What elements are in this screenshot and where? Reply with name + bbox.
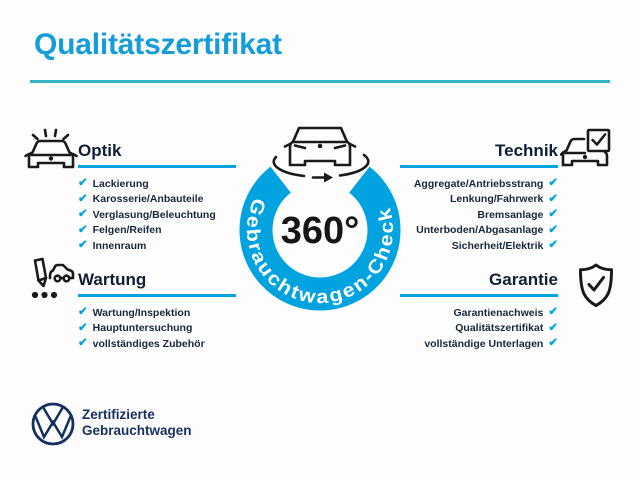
car-360-rotate-icon	[274, 128, 369, 183]
check-icon: ✔	[78, 321, 88, 334]
title-divider	[30, 80, 610, 83]
check-item-label: Qualitätszertifikat	[455, 322, 544, 335]
check-item	[400, 321, 558, 337]
shield-check-icon	[574, 260, 618, 314]
check-item	[78, 336, 236, 352]
check-icon: ✔	[548, 337, 558, 349]
check-icon: ✔	[548, 306, 558, 318]
check-item-label: Garantienachweis	[453, 306, 544, 319]
check-icon: ✔	[548, 208, 558, 220]
check-item-label: Lackierung	[92, 177, 149, 190]
check-icon: ✔	[78, 208, 88, 220]
check-item	[78, 321, 236, 337]
check-item-label: Karosserie/Anbauteile	[92, 193, 204, 206]
car-checkbox-icon	[560, 125, 614, 179]
check-icon: ✔	[78, 239, 88, 251]
check-icon: ✔	[78, 223, 88, 236]
check-item-label: Hauptuntersuchung	[92, 322, 193, 335]
check-item	[400, 336, 558, 352]
section-title-wartung: Wartung	[78, 270, 147, 289]
pen-car-icon	[22, 256, 76, 310]
check-item-label: Felgen/Reifen	[92, 224, 162, 237]
section-title-optik: Optik	[78, 141, 122, 160]
vw-logo	[30, 401, 76, 447]
check-icon: ✔	[548, 321, 558, 334]
check-item-label: Sicherheit/Elektrik	[451, 239, 544, 252]
check-item-label: Verglasung/Beleuchtung	[92, 208, 216, 221]
footer-line2: Gebrauchtwagen	[82, 423, 192, 438]
check-item-label: Wartung/Inspektion	[92, 306, 191, 319]
section-title-technik: Technik	[495, 141, 558, 160]
check-icon: ✔	[548, 239, 558, 251]
section-title-garantie: Garantie	[489, 270, 558, 289]
check-item-label: Unterboden/Abgasanlage	[416, 224, 544, 237]
check-icon: ✔	[78, 192, 88, 205]
check-icon: ✔	[78, 306, 88, 318]
check-item-label: Bremsanlage	[477, 208, 544, 221]
footer-line1: Zertifizierte	[82, 407, 155, 422]
degree-value: 360°	[280, 210, 360, 252]
check-item-label: vollständiges Zubehör	[92, 337, 205, 350]
ring-label: Gebrauchtwagen-Check	[241, 195, 399, 309]
check-item-label: Lenkung/Fahrwerk	[450, 193, 544, 206]
check-icon: ✔	[78, 337, 88, 349]
check-item-label: Innenraum	[92, 239, 147, 252]
page-title: Qualitätszertifikat	[34, 28, 282, 61]
check-item-label: Aggregate/Antriebsstrang	[413, 177, 544, 190]
check-icon: ✔	[548, 223, 558, 236]
footer-brand-text	[82, 407, 192, 439]
check-item-label: vollständige Unterlagen	[424, 337, 544, 350]
check-icon: ✔	[548, 177, 558, 189]
360-check-badge	[196, 106, 444, 318]
car-shine-icon	[24, 125, 78, 179]
check-icon: ✔	[548, 192, 558, 205]
check-icon: ✔	[78, 177, 88, 189]
